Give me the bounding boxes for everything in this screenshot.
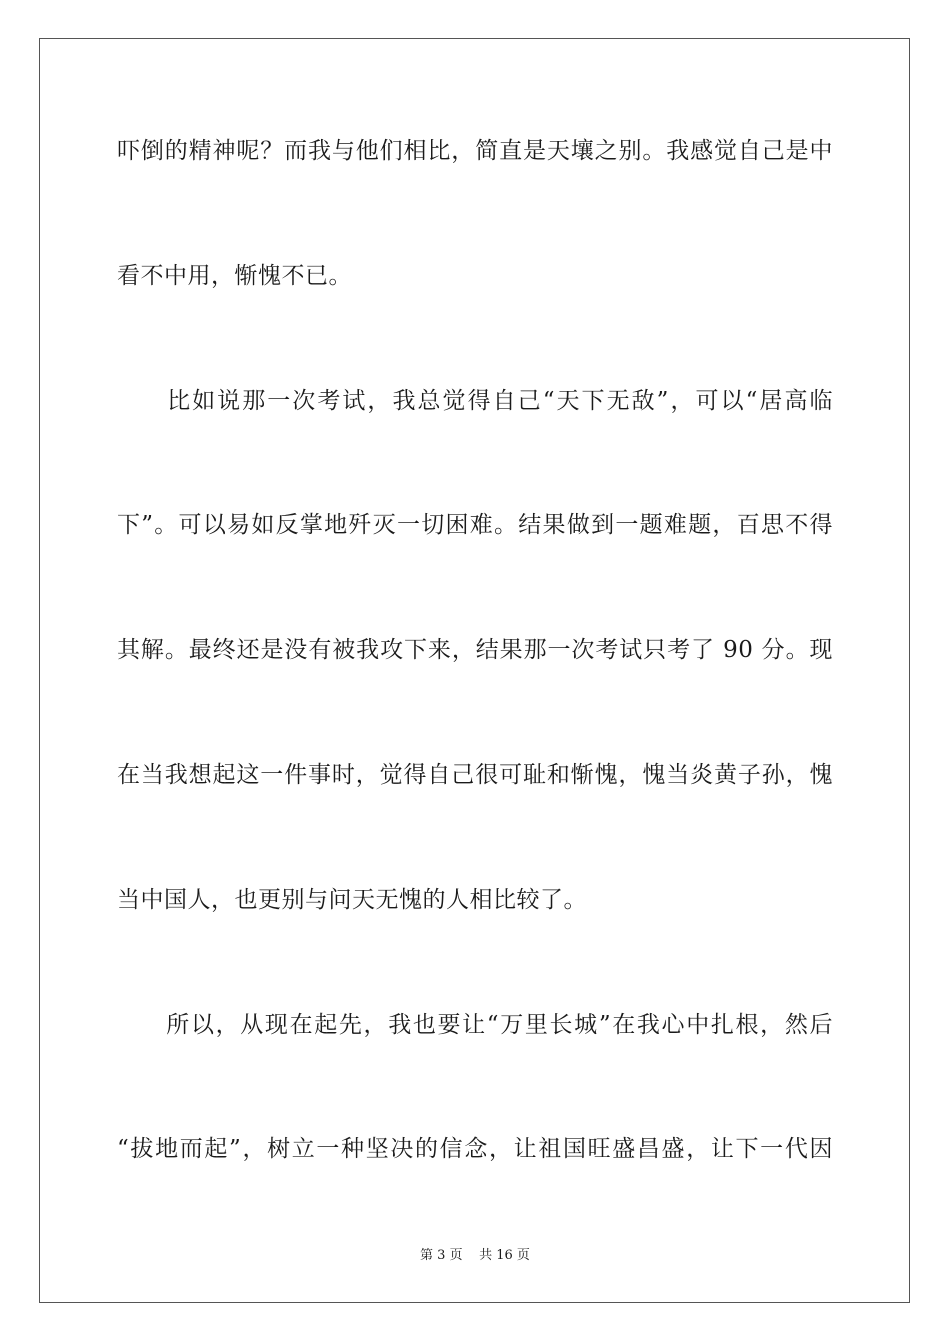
paragraph-line: 在当我想起这一件事时，觉得自己很可耻和惭愧，愧当炎黄子孙，愧 bbox=[117, 762, 833, 788]
paragraph-line: 其解。最终还是没有被我攻下来，结果那一次考试只考了 90 分。现 bbox=[117, 637, 833, 663]
paragraph-line: 吓倒的精神呢？而我与他们相比，简直是天壤之别。我感觉自己是中 bbox=[117, 138, 833, 164]
page-footer bbox=[0, 1247, 950, 1265]
paragraph-line: 当中国人，也更别与问天无愧的人相比较了。 bbox=[117, 887, 587, 913]
paragraph-line: 看不中用，惭愧不已。 bbox=[117, 263, 352, 289]
page-number: 第 3 页 bbox=[420, 1248, 463, 1263]
paragraph-line: 所以，从现在起先，我也要让“万里长城”在我心中扎根，然后 bbox=[117, 1012, 833, 1038]
page-total: 共 16 页 bbox=[479, 1248, 530, 1263]
paragraph-line: 比如说那一次考试，我总觉得自己“天下无敌”，可以“居高临 bbox=[117, 388, 833, 414]
page-frame bbox=[39, 38, 910, 1303]
paragraph-line: “拔地而起”，树立一种坚决的信念，让祖国旺盛昌盛，让下一代因 bbox=[117, 1136, 833, 1162]
paragraph-line: 下”。可以易如反掌地歼灭一切困难。结果做到一题难题，百思不得 bbox=[117, 512, 833, 538]
